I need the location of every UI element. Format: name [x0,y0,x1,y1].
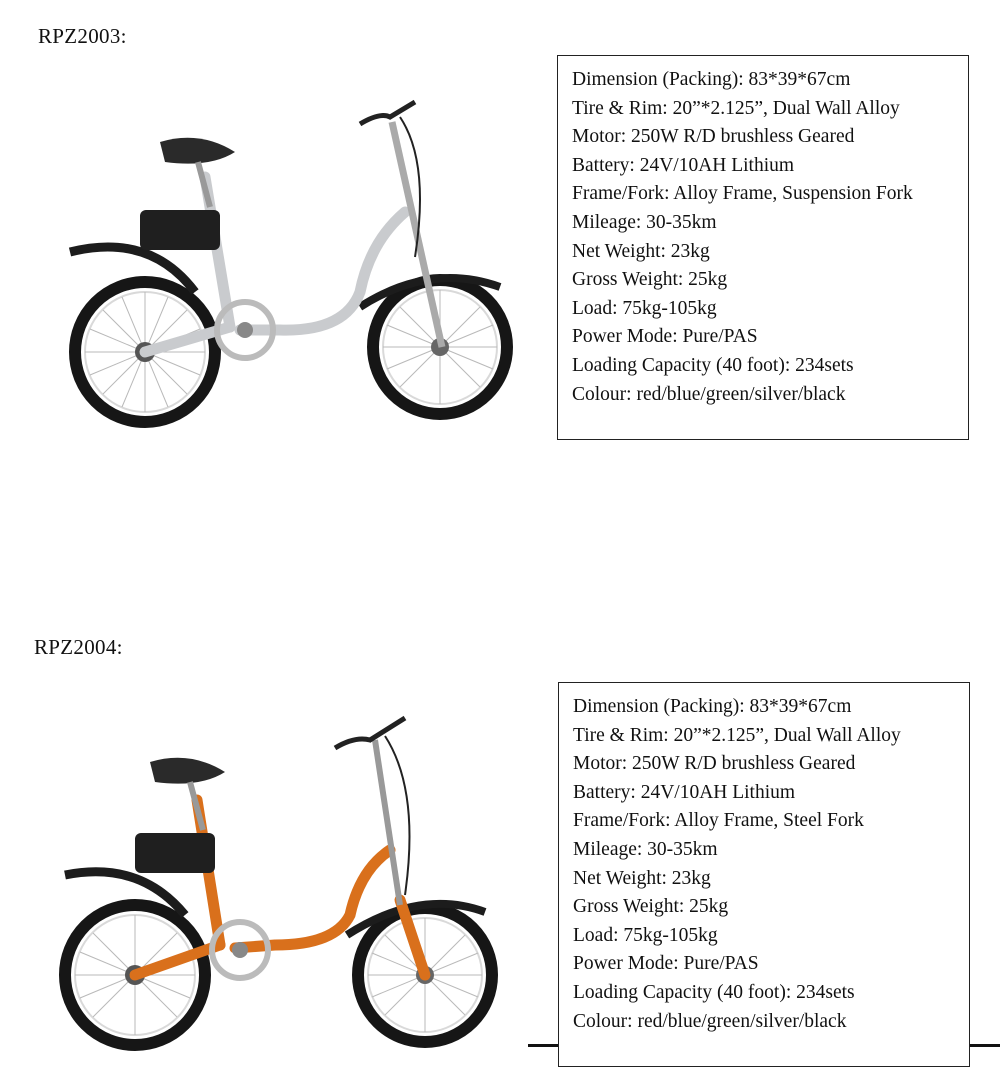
spec-colour: Colour: red/blue/green/silver/black [572,383,846,405]
spec-box-rpz2003 [557,55,969,440]
spec-load: Load: 75kg-105kg [572,297,717,319]
bike-image-rpz2004 [25,700,525,1070]
spec-tire-rim: Tire & Rim: 20”*2.125”, Dual Wall Alloy [573,724,901,746]
spec-frame-fork: Frame/Fork: Alloy Frame, Steel Fork [573,810,864,832]
battery [140,210,220,250]
handlebar [360,102,415,124]
model-title-rpz2003: RPZ2003: [38,24,127,48]
spec-power-mode: Power Mode: Pure/PAS [573,953,759,975]
spec-net-weight: Net Weight: 23kg [572,240,710,262]
battery [135,833,215,873]
spec-box-rpz2004 [558,682,970,1067]
spec-tire-rim: Tire & Rim: 20”*2.125”, Dual Wall Alloy [572,97,900,119]
spec-loading-capacity: Loading Capacity (40 foot): 234sets [573,981,855,1003]
handlebar [335,718,405,748]
divider-line-right [968,1044,1000,1047]
spec-battery: Battery: 24V/10AH Lithium [573,781,796,803]
seat [150,758,225,784]
bike-frame [135,800,425,975]
stem [375,740,400,905]
seat [160,138,235,164]
spec-motor: Motor: 250W R/D brushless Geared [573,753,856,775]
spec-gross-weight: Gross Weight: 25kg [573,896,729,918]
spec-colour: Colour: red/blue/green/silver/black [573,1010,847,1032]
model-title-rpz2004: RPZ2004: [34,635,123,659]
bike-image-rpz2003 [30,82,530,442]
spec-mileage: Mileage: 30-35km [573,838,718,860]
spec-power-mode: Power Mode: Pure/PAS [572,326,758,348]
spec-motor: Motor: 250W R/D brushless Geared [572,126,855,148]
spec-gross-weight: Gross Weight: 25kg [572,269,728,291]
spec-frame-fork: Frame/Fork: Alloy Frame, Suspension Fork [572,183,913,205]
divider-line-left [528,1044,558,1047]
spec-battery: Battery: 24V/10AH Lithium [572,154,795,176]
spec-mileage: Mileage: 30-35km [572,211,717,233]
spec-dimension: Dimension (Packing): 83*39*67cm [573,696,852,717]
spec-dimension: Dimension (Packing): 83*39*67cm [572,69,851,90]
spec-net-weight: Net Weight: 23kg [573,867,711,889]
spec-loading-capacity: Loading Capacity (40 foot): 234sets [572,354,854,376]
spec-load: Load: 75kg-105kg [573,924,718,946]
